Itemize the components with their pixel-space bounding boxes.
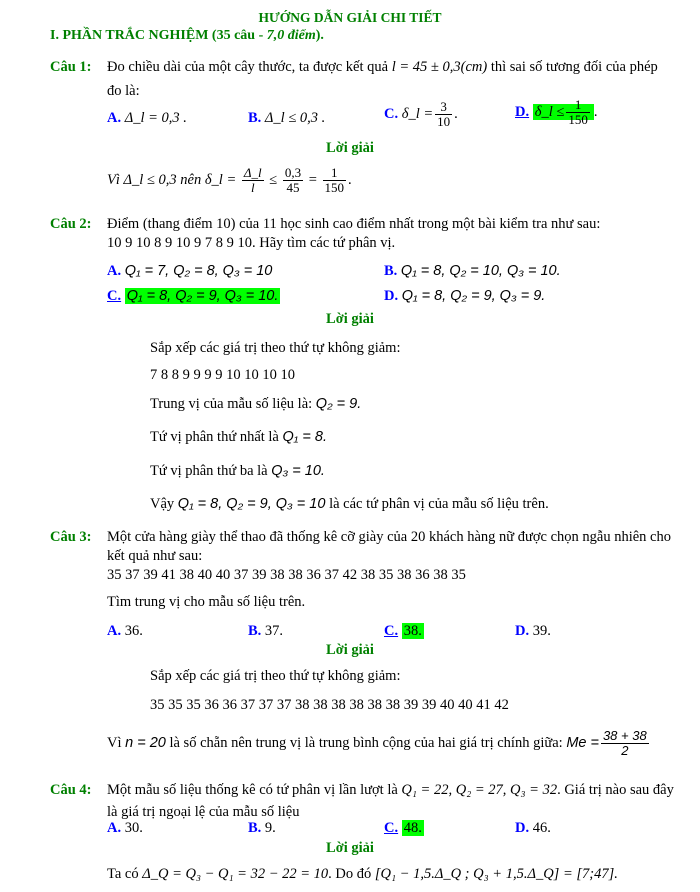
q2-option-c: C. Q₁ = 8, Q₂ = 9, Q₃ = 10.	[107, 288, 279, 304]
question-4-label: Câu 4:	[50, 782, 92, 798]
q2-option-a: A. Q₁ = 7, Q₂ = 8, Q₃ = 10	[107, 263, 273, 279]
q1-option-d: D. δ_l ≤ $\frac{1}{150}$ .	[515, 97, 598, 127]
q2-solution-line-3: Trung vị của mẫu số liệu là: Q₂ = 9.	[150, 396, 362, 412]
q1-solution-heading: Lời giải	[326, 140, 374, 156]
q3-solution-line-2: 35 35 35 36 36 37 37 37 38 38 38 38 38 38 39 39 40 40 41 42	[150, 697, 509, 713]
q4-option-b: B. 9.	[248, 820, 276, 836]
page-title: HƯỚNG DẪN GIẢI CHI TIẾT	[258, 10, 442, 25]
q2-solution-line-4: Tứ vị phân thứ nhất là Q₁ = 8.	[150, 429, 327, 445]
q2-solution-heading: Lời giải	[326, 311, 374, 327]
q3-solution-line-3: Vì n = 20 là số chẵn nên trung vị là trung bình cộng của hai giá trị chính giữa: Me = $\frac{38 + 38}{2}$	[107, 728, 647, 758]
q2-solution-line-5: Tứ vị phân thứ ba là Q₃ = 10.	[150, 463, 325, 479]
question-3-text-cont: kết quả như sau:	[107, 548, 203, 564]
q3-option-a: A. 36.	[107, 623, 143, 639]
question-2-text: Điểm (thang điểm 10) của 11 học sinh cao điểm nhất trong một bài kiểm tra như sau:	[107, 216, 601, 232]
question-3-data: 35 37 39 41 38 40 40 37 39 38 38 36 37 42 38 35 38 36 38 35	[107, 567, 466, 583]
q3-option-c: C. 38.	[384, 623, 422, 639]
q1-option-c: C. δ_l = $\frac{3}{10}$ .	[384, 99, 458, 129]
q4-solution: Ta có Δ_Q = Q₃ − Q₁ = 32 − 22 = 10. Do đó [Q₁ − 1,5.Δ_Q ; Q₃ + 1,5.Δ_Q] = [7;47].	[107, 866, 618, 882]
q3-option-d: D. 39.	[515, 623, 551, 639]
question-4-text: Một mẫu số liệu thống kê có tứ phân vị lần lượt là Q₁ = 22, Q₂ = 27, Q₃ = 32. Giá trị nào sau đây	[107, 782, 674, 798]
question-4-text-cont: là giá trị ngoại lệ của mẫu số liệu	[107, 804, 300, 820]
question-3-label: Câu 3:	[50, 529, 92, 545]
question-1-text: Đo chiều dài của một cây thước, ta được kết quả l = 45 ± 0,3(cm) thì sai số tương đối của phép	[107, 59, 658, 75]
q2-solution-line-1: Sắp xếp các giá trị theo thứ tự không giảm:	[150, 340, 401, 356]
section-heading: I. PHẦN TRẮC NGHIỆM (35 câu - 7,0 điểm).	[50, 28, 324, 43]
q1-option-a: A. Δ_l = 0,3 .	[107, 110, 187, 126]
question-2-text-cont: 10 9 10 8 9 10 9 7 8 9 10. Hãy tìm các tứ phân vị.	[107, 235, 396, 251]
q4-option-c: C. 48.	[384, 820, 422, 836]
question-1-text-cont: đo là:	[107, 83, 140, 99]
q3-solution-line-1: Sắp xếp các giá trị theo thứ tự không giảm:	[150, 668, 401, 684]
q4-solution-heading: Lời giải	[326, 840, 374, 856]
question-1-label: Câu 1:	[50, 59, 92, 75]
question-3-prompt: Tìm trung vị cho mẫu số liệu trên.	[107, 594, 306, 610]
q1-option-b: B. Δ_l ≤ 0,3 .	[248, 110, 326, 126]
q3-option-b: B. 37.	[248, 623, 284, 639]
q1-solution: Vì Δ_l ≤ 0,3 nên δ_l = $\frac{\Delta\_l}{l}$ ≤ $\frac{0,3}{45}$ = $\frac{1}{150}$ .	[107, 165, 352, 195]
q3-solution-heading: Lời giải	[326, 642, 374, 658]
q2-option-d: D. Q₁ = 8, Q₂ = 9, Q₃ = 9.	[384, 288, 546, 304]
q4-option-a: A. 30.	[107, 820, 143, 836]
question-2-label: Câu 2:	[50, 216, 92, 232]
question-3-text: Một cửa hàng giày thể thao đã thống kê cỡ giày của 20 khách hàng nữ được chọn ngẫu nhiên cho	[107, 529, 671, 545]
q2-solution-line-2: 7 8 8 9 9 9 9 10 10 10 10	[150, 367, 295, 383]
q4-option-d: D. 46.	[515, 820, 551, 836]
q2-solution-line-6: Vậy Q₁ = 8, Q₂ = 9, Q₃ = 10 là các tứ phân vị của mẫu số liệu trên.	[150, 496, 549, 512]
q2-option-b: B. Q₁ = 8, Q₂ = 10, Q₃ = 10.	[384, 263, 561, 279]
